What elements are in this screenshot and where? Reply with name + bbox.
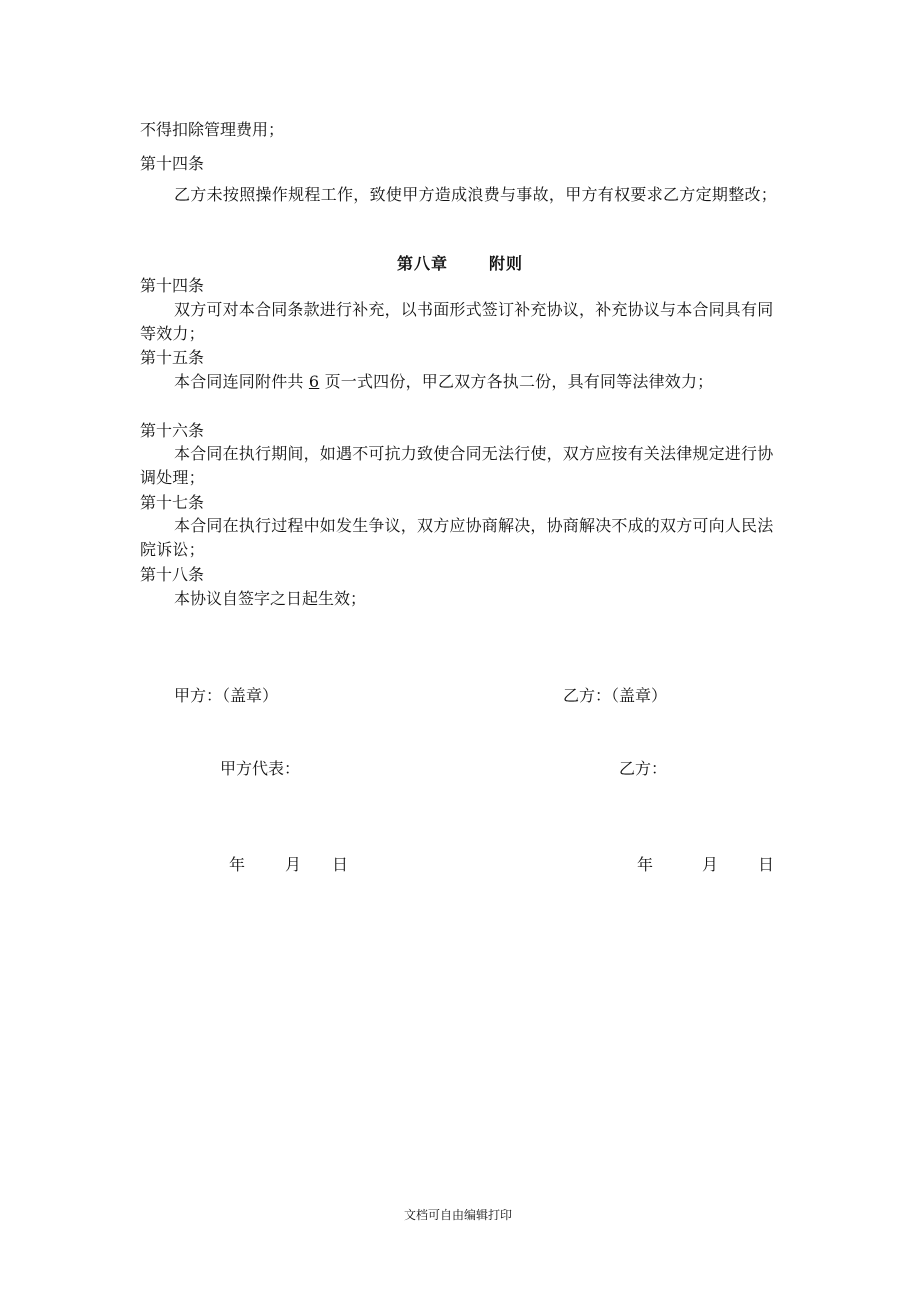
- intro-line: 不得扣除管理费用；: [140, 120, 285, 139]
- article-18-body: 本协议自签字之日起生效；: [174, 589, 367, 608]
- party-a-date-month: 月: [285, 855, 302, 874]
- party-b-date-month: 月: [702, 855, 719, 874]
- article-14a-title: 第十四条: [140, 154, 205, 173]
- article-15-body-pre: 本合同连同附件共: [174, 372, 309, 391]
- article-14-title: 第十四条: [140, 276, 205, 295]
- article-14-body: 双方可对本合同条款进行补充，以书面形式签订补充协议，补充协议与本合同具有同等效力；: [140, 300, 774, 343]
- article-17-title: 第十七条: [140, 493, 205, 512]
- page-footer: 文档可自由编辑打印: [404, 1208, 513, 1222]
- party-a-seal-label: 甲方：（盖章）: [174, 686, 279, 705]
- article-16-title: 第十六条: [140, 421, 205, 440]
- article-15-title: 第十五条: [140, 348, 205, 367]
- party-a-date-year: 年: [229, 855, 246, 874]
- article-15-body-post: 页一式四份，甲乙双方各执二份，具有同等法律效力；: [319, 372, 714, 391]
- article-15-body: [174, 372, 713, 392]
- party-a-date-day: 日: [332, 855, 349, 874]
- party-b-label: 乙方：: [619, 759, 668, 778]
- article-14a-body: 乙方未按照操作规程工作，致使甲方造成浪费与事故，甲方有权要求乙方定期整改；: [174, 185, 778, 204]
- party-b-seal-label: 乙方：（盖章）: [563, 686, 668, 705]
- article-18-title: 第十八条: [140, 565, 205, 584]
- article-16-body: 本合同在执行期间，如遇不可抗力致使合同无法行使，双方应按有关法律规定进行协调处理；: [140, 444, 774, 487]
- chapter-title: 第八章: [397, 254, 449, 273]
- chapter-subtitle: 附则: [489, 254, 524, 273]
- party-a-representative-label: 甲方代表：: [220, 759, 301, 778]
- article-17-body: 本合同在执行过程中如发生争议，双方应协商解决，协商解决不成的双方可向人民法院诉讼；: [140, 516, 774, 559]
- party-b-date-day: 日: [758, 855, 775, 874]
- article-15-page-count: 6: [308, 372, 320, 391]
- party-b-date-year: 年: [637, 855, 654, 874]
